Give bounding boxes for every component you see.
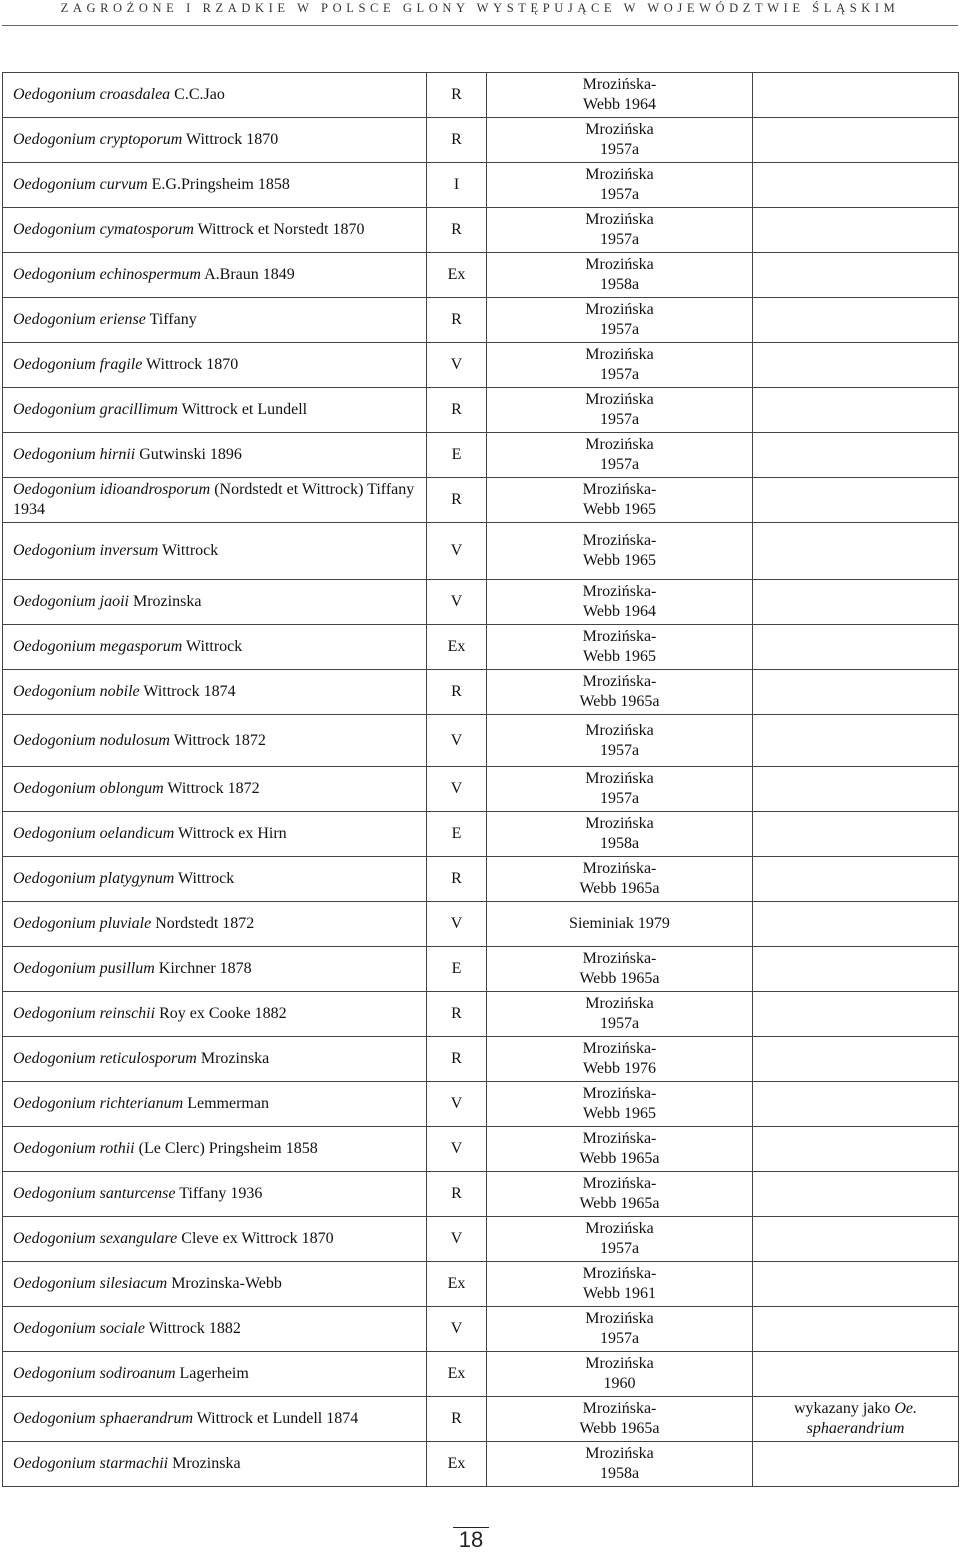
note-cell	[753, 1397, 959, 1442]
species-name: Oedogonium richterianum	[13, 1095, 184, 1112]
species-cell	[3, 947, 427, 992]
table-row	[3, 670, 959, 715]
category-cell: R	[427, 478, 487, 523]
table-row	[3, 118, 959, 163]
source-cell	[487, 343, 753, 388]
species-author: Wittrock et Lundell 1874	[193, 1410, 359, 1427]
species-name: Oedogonium sphaerandrum	[13, 1410, 193, 1427]
species-name: Oedogonium eriense	[13, 311, 146, 328]
category-cell: R	[427, 388, 487, 433]
category-cell: R	[427, 857, 487, 902]
note-cell	[753, 388, 959, 433]
source-line: Sieminiak 1979	[569, 915, 670, 932]
source-line: Mrozińska-	[582, 532, 657, 549]
species-name: Oedogonium rothii	[13, 1140, 135, 1157]
species-cell	[3, 580, 427, 625]
source-line: Mrozińska-	[582, 950, 657, 967]
source-line: Mrozińska-	[582, 628, 657, 645]
table-row	[3, 388, 959, 433]
table-row	[3, 1172, 959, 1217]
source-line: Webb 1965a	[579, 970, 660, 987]
species-cell	[3, 208, 427, 253]
source-line: Mrozińska	[585, 721, 654, 739]
source-line: 1957a	[599, 790, 640, 807]
species-cell	[3, 1397, 427, 1442]
species-name: Oedogonium fragile	[13, 356, 143, 373]
source-line: Mrozińska	[585, 346, 654, 363]
species-author: Mrozinska-Webb	[167, 1275, 282, 1292]
source-line: 1957a	[599, 456, 640, 473]
source-line: 1957a	[599, 411, 640, 428]
table-row	[3, 478, 959, 523]
species-cell	[3, 992, 427, 1037]
source-line: 1957a	[599, 1330, 640, 1347]
source-cell	[487, 253, 753, 298]
species-cell	[3, 388, 427, 433]
table-row	[3, 433, 959, 478]
source-line: Mrozińska	[585, 995, 654, 1012]
species-name: Oedogonium reinschii	[13, 1005, 156, 1022]
table-row	[3, 947, 959, 992]
species-author: (Nordstedt et Wittrock) Tiffany 1934	[13, 481, 415, 518]
species-name: Oedogonium nodulosum	[13, 731, 170, 749]
species-cell	[3, 1262, 427, 1307]
source-line: Webb 1965a	[579, 693, 660, 710]
source-line: 1957a	[599, 366, 640, 383]
note-cell	[753, 73, 959, 118]
note-cell	[753, 343, 959, 388]
category-cell: E	[427, 812, 487, 857]
source-line: Webb 1965	[583, 501, 656, 518]
source-cell	[487, 715, 753, 767]
source-line: 1957a	[599, 741, 640, 759]
table-row	[3, 625, 959, 670]
species-author: A.Braun 1849	[200, 266, 295, 283]
source-cell	[487, 767, 753, 812]
source-cell	[487, 478, 753, 523]
source-cell	[487, 1037, 753, 1082]
note-cell	[753, 947, 959, 992]
species-cell	[3, 902, 427, 947]
species-name: Oedogonium megasporum	[13, 638, 183, 655]
source-cell	[487, 118, 753, 163]
species-cell	[3, 478, 427, 523]
source-cell	[487, 947, 753, 992]
species-cell	[3, 670, 427, 715]
note-cell	[753, 857, 959, 902]
table-row	[3, 992, 959, 1037]
note-cell	[753, 118, 959, 163]
source-line: Mrozińska-	[582, 860, 657, 877]
source-cell	[487, 208, 753, 253]
source-line: Mrozińska-	[582, 76, 657, 93]
source-line: Mrozińska-	[582, 1265, 657, 1282]
source-cell	[487, 433, 753, 478]
source-line: 1957a	[599, 1015, 640, 1032]
category-cell: V	[427, 902, 487, 947]
source-line: Webb 1965a	[579, 1195, 660, 1212]
note-cell	[753, 1307, 959, 1352]
species-name: Oedogonium platygynum	[13, 870, 175, 887]
category-cell: Ex	[427, 1352, 487, 1397]
source-line: 1960	[603, 1375, 636, 1392]
species-name: Oedogonium cryptoporum	[13, 131, 183, 148]
category-cell: E	[427, 947, 487, 992]
source-cell	[487, 1442, 753, 1487]
category-cell: R	[427, 1397, 487, 1442]
note-cell	[753, 208, 959, 253]
source-cell	[487, 1217, 753, 1262]
species-author: Lemmerman	[183, 1095, 269, 1112]
species-author: Roy ex Cooke 1882	[155, 1005, 287, 1022]
species-cell	[3, 1307, 427, 1352]
note-cell	[753, 902, 959, 947]
source-cell	[487, 523, 753, 580]
note-cell	[753, 298, 959, 343]
source-line: Mrozińska	[585, 1220, 654, 1237]
source-line: 1958a	[599, 1465, 640, 1482]
species-author: Mrozinska	[129, 593, 202, 610]
source-cell	[487, 1352, 753, 1397]
species-name: Oedogonium sexangulare	[13, 1230, 178, 1247]
source-line: Webb 1965	[583, 552, 656, 569]
source-line: 1957a	[599, 231, 640, 248]
table-row	[3, 1082, 959, 1127]
category-cell: Ex	[427, 1442, 487, 1487]
species-name: Oedogonium pluviale	[13, 915, 152, 932]
note-cell	[753, 1037, 959, 1082]
species-author: (Le Clerc) Pringsheim 1858	[134, 1140, 318, 1157]
source-line: Webb 1965a	[579, 1420, 660, 1437]
source-line: 1957a	[599, 186, 640, 203]
source-line: Mrozińska-	[582, 1085, 657, 1102]
category-cell: V	[427, 343, 487, 388]
category-cell: V	[427, 715, 487, 767]
source-line: Mrozińska	[585, 1355, 654, 1372]
species-author: Wittrock	[158, 542, 219, 559]
species-author: Wittrock 1872	[169, 731, 266, 749]
source-line: Mrozińska	[585, 1310, 654, 1327]
category-cell: R	[427, 992, 487, 1037]
species-author: E.G.Pringsheim 1858	[147, 176, 290, 193]
source-line: Mrozińska	[585, 815, 654, 832]
source-line: Webb 1961	[583, 1285, 656, 1302]
source-line: Mrozińska-	[582, 673, 657, 690]
species-cell	[3, 625, 427, 670]
note-cell	[753, 1352, 959, 1397]
species-name: Oedogonium sociale	[13, 1320, 145, 1337]
category-cell: Ex	[427, 253, 487, 298]
source-cell	[487, 992, 753, 1037]
species-cell	[3, 1442, 427, 1487]
species-cell	[3, 715, 427, 767]
species-author: Lagerheim	[175, 1365, 249, 1382]
table-row	[3, 1262, 959, 1307]
table-row	[3, 253, 959, 298]
source-line: 1957a	[599, 141, 640, 158]
species-author: Nordstedt 1872	[151, 915, 255, 932]
category-cell: R	[427, 1037, 487, 1082]
table-row	[3, 73, 959, 118]
source-cell	[487, 1082, 753, 1127]
table-row	[3, 1352, 959, 1397]
source-cell	[487, 298, 753, 343]
species-cell	[3, 1217, 427, 1262]
note-cell	[753, 670, 959, 715]
source-line: Mrozińska	[585, 1445, 654, 1462]
table-row	[3, 343, 959, 388]
page-number: 18	[458, 1527, 484, 1552]
source-cell	[487, 163, 753, 208]
species-author: Wittrock 1872	[163, 780, 260, 797]
source-line: Mrozińska	[585, 166, 654, 183]
species-cell	[3, 118, 427, 163]
species-author: Tiffany	[145, 311, 197, 328]
category-cell: V	[427, 580, 487, 625]
note-cell	[753, 580, 959, 625]
source-cell	[487, 388, 753, 433]
species-author: Wittrock 1870	[142, 356, 239, 373]
source-cell	[487, 1397, 753, 1442]
table-row	[3, 298, 959, 343]
table-row	[3, 1307, 959, 1352]
species-cell	[3, 1082, 427, 1127]
source-cell	[487, 1172, 753, 1217]
category-cell: E	[427, 433, 487, 478]
category-cell: V	[427, 523, 487, 580]
table-row	[3, 857, 959, 902]
source-line: Mrozińska	[585, 211, 654, 228]
table-body	[3, 73, 959, 1487]
species-author: Wittrock	[174, 870, 235, 887]
category-cell: R	[427, 118, 487, 163]
species-name: Oedogonium silesiacum	[13, 1275, 168, 1292]
table-row	[3, 163, 959, 208]
source-line: 1957a	[599, 321, 640, 338]
species-name: Oedogonium oblongum	[13, 780, 164, 797]
species-author: Wittrock 1870	[182, 131, 279, 148]
species-name: Oedogonium croasdalea	[13, 86, 171, 103]
note-cell	[753, 433, 959, 478]
species-name: Oedogonium cymatosporum	[13, 221, 194, 238]
species-cell	[3, 523, 427, 580]
species-name: Oedogonium curvum	[13, 176, 148, 193]
note-cell	[753, 478, 959, 523]
category-cell: R	[427, 670, 487, 715]
category-cell: V	[427, 767, 487, 812]
species-author: Wittrock 1874	[139, 683, 236, 700]
species-cell	[3, 1127, 427, 1172]
note-cell	[753, 1172, 959, 1217]
table-row	[3, 902, 959, 947]
note-cell	[753, 625, 959, 670]
table-row	[3, 1037, 959, 1082]
category-cell: I	[427, 163, 487, 208]
species-table	[2, 72, 959, 1487]
source-line: Mrozińska	[585, 121, 654, 138]
source-line: Webb 1965	[583, 1105, 656, 1122]
species-cell	[3, 163, 427, 208]
table-row	[3, 1442, 959, 1487]
species-cell	[3, 253, 427, 298]
source-line: 1958a	[599, 276, 640, 293]
species-name: Oedogonium inversum	[13, 542, 159, 559]
species-cell	[3, 1172, 427, 1217]
species-author: C.C.Jao	[170, 86, 225, 103]
source-cell	[487, 1127, 753, 1172]
table-row	[3, 715, 959, 767]
note-cell	[753, 253, 959, 298]
source-line: Mrozińska-	[582, 1130, 657, 1147]
source-line: Mrozińska	[585, 770, 654, 787]
source-cell	[487, 73, 753, 118]
species-author: Gutwinski 1896	[135, 446, 242, 463]
category-cell: V	[427, 1307, 487, 1352]
species-author: Wittrock et Norstedt 1870	[193, 221, 365, 238]
species-name: Oedogonium idioandrosporum	[13, 481, 211, 498]
table-row	[3, 812, 959, 857]
species-name: Oedogonium oelandicum	[13, 825, 175, 842]
table-row	[3, 1217, 959, 1262]
species-name: Oedogonium jaoii	[13, 593, 129, 610]
species-author: Tiffany 1936	[175, 1185, 263, 1202]
note-cell	[753, 1262, 959, 1307]
source-line: Mrozińska	[585, 301, 654, 318]
species-name: Oedogonium gracillimum	[13, 401, 178, 418]
source-line: Webb 1976	[583, 1060, 656, 1077]
source-line: Mrozińska-	[582, 481, 657, 498]
species-cell	[3, 343, 427, 388]
species-name: Oedogonium nobile	[13, 683, 140, 700]
note-cell	[753, 523, 959, 580]
note-cell	[753, 1217, 959, 1262]
species-author: Wittrock 1882	[144, 1320, 241, 1337]
species-cell	[3, 1352, 427, 1397]
source-cell	[487, 670, 753, 715]
note-cell	[753, 1442, 959, 1487]
species-author: Wittrock	[182, 638, 243, 655]
source-cell	[487, 1262, 753, 1307]
note-cell	[753, 1127, 959, 1172]
category-cell: V	[427, 1217, 487, 1262]
source-line: Webb 1964	[583, 603, 656, 620]
source-line: Mrozińska	[585, 436, 654, 453]
table-row	[3, 1127, 959, 1172]
species-name: Oedogonium hirnii	[13, 446, 136, 463]
category-cell: V	[427, 1082, 487, 1127]
species-name: Oedogonium starmachii	[13, 1455, 169, 1472]
species-name: Oedogonium pusillum	[13, 960, 155, 977]
category-cell: Ex	[427, 625, 487, 670]
species-author: Wittrock ex Hirn	[174, 825, 287, 842]
source-line: Webb 1964	[583, 96, 656, 113]
table-row	[3, 523, 959, 580]
species-author: Mrozinska	[168, 1455, 241, 1472]
species-author: Mrozinska	[196, 1050, 270, 1067]
running-header: ZAGROŻONE I RZADKIE W POLSCE GLONY WYSTĘPUJĄCE W WOJEWÓDZTWIE ŚLĄSKIM	[60, 1, 900, 15]
note-line: wykazany jako Oe.	[793, 1400, 918, 1417]
note-cell	[753, 715, 959, 767]
species-cell	[3, 73, 427, 118]
note-line: sphaerandrium	[806, 1420, 905, 1437]
source-line: Mrozińska-	[582, 1175, 657, 1192]
table-row	[3, 580, 959, 625]
source-line: Mrozińska-	[582, 1400, 657, 1417]
species-author: Kirchner 1878	[154, 960, 252, 977]
source-cell	[487, 625, 753, 670]
note-cell	[753, 992, 959, 1037]
source-line: 1958a	[599, 835, 640, 852]
source-line: Mrozińska	[585, 391, 654, 408]
species-name: Oedogonium santurcense	[13, 1185, 176, 1202]
species-cell	[3, 767, 427, 812]
species-name: Oedogonium echinospermum	[13, 266, 201, 283]
species-cell	[3, 433, 427, 478]
header-rule	[2, 25, 958, 26]
table-row	[3, 767, 959, 812]
species-cell	[3, 857, 427, 902]
source-cell	[487, 902, 753, 947]
species-cell	[3, 1037, 427, 1082]
note-cell	[753, 767, 959, 812]
category-cell: R	[427, 1172, 487, 1217]
category-cell: R	[427, 208, 487, 253]
source-cell	[487, 1307, 753, 1352]
table-row	[3, 208, 959, 253]
note-cell	[753, 163, 959, 208]
source-cell	[487, 580, 753, 625]
species-author: Wittrock et Lundell	[177, 401, 308, 418]
species-name: Oedogonium sodiroanum	[13, 1365, 176, 1382]
source-cell	[487, 857, 753, 902]
source-line: Webb 1965a	[579, 1150, 660, 1167]
source-line: Webb 1965a	[579, 880, 660, 897]
note-cell	[753, 812, 959, 857]
species-author: Cleve ex Wittrock 1870	[177, 1230, 334, 1247]
species-cell	[3, 812, 427, 857]
source-line: Mrozińska-	[582, 583, 657, 600]
category-cell: V	[427, 1127, 487, 1172]
category-cell: R	[427, 73, 487, 118]
source-line: Webb 1965	[583, 648, 656, 665]
note-cell	[753, 1082, 959, 1127]
source-line: 1957a	[599, 1240, 640, 1257]
species-cell	[3, 298, 427, 343]
source-line: Mrozińska-	[582, 1040, 657, 1057]
source-cell	[487, 812, 753, 857]
species-name: Oedogonium reticulosporum	[13, 1050, 197, 1067]
category-cell: R	[427, 298, 487, 343]
source-line: Mrozińska	[585, 256, 654, 273]
category-cell: Ex	[427, 1262, 487, 1307]
table-row	[3, 1397, 959, 1442]
